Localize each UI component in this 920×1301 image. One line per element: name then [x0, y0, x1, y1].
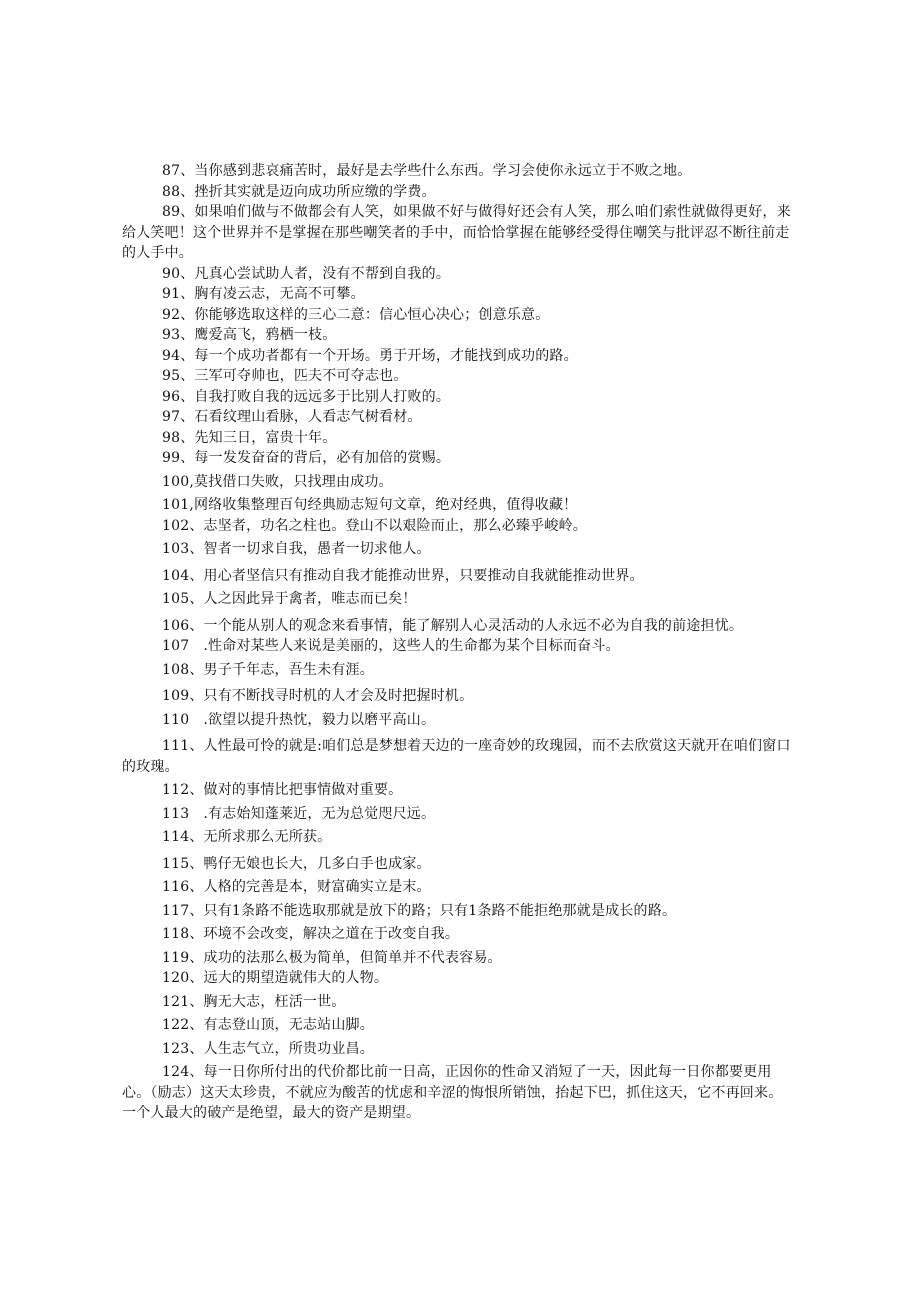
item-text: 只有不断找寻时机的人才会及时把握时机。	[203, 688, 474, 704]
item-number: 88、	[162, 183, 195, 200]
list-item	[122, 804, 794, 825]
list-item	[122, 854, 794, 875]
list-item	[122, 736, 794, 777]
item-text: 志坚者，功名之柱也。登山不以艰险而止，那么必臻乎峻岭。	[203, 517, 587, 534]
list-item	[122, 495, 794, 516]
list-item	[122, 924, 794, 945]
item-text: 胸有凌云志，无高不可攀。	[194, 286, 365, 302]
item-text: 每一日你所付出的代价都比前一日高，正因你的性命又消短了一天，因此每一日你都要更用心。（励志）这天太珍贵，不就应为酸苦的忧虑和辛涩的悔恨所销蚀，抬起下巴，抓住这天，它不再回来。一个人最大的破产是绝望，最大的资产是期望。	[122, 1064, 783, 1121]
item-text: 男子千年志，吾生未有涯。	[203, 661, 374, 678]
item-number: 106、	[162, 617, 204, 634]
item-number: 98、	[162, 429, 195, 446]
item-text: 鸭仔无娘也长大，几多白手也成家。	[203, 855, 431, 872]
item-number: 111、	[162, 738, 204, 754]
list-item	[122, 660, 794, 681]
list-item	[122, 992, 794, 1013]
item-text: 智者一切求自我，愚者一切求他人。	[203, 541, 431, 557]
item-number: 100,	[162, 473, 194, 490]
item-number: 123、	[162, 1040, 204, 1057]
item-text: 如果咱们做与不做都会有人笑，如果做不好与做得好还会有人笑，那么咱们索性就做得更好，来给人笑吧！这个世界并不是掌握在那些嘲笑者的手中，而恰恰掌握在能够经受得住嘲笑与批评忍不断往前走的人手中。	[122, 204, 791, 261]
item-number: 87、	[162, 163, 195, 179]
item-number: 118、	[162, 926, 204, 942]
item-number: 119、	[162, 949, 204, 966]
item-number: 101,	[162, 497, 194, 513]
list-item	[122, 407, 794, 428]
item-number: 94、	[162, 347, 195, 364]
item-text: 胸无大志，枉活一世。	[203, 993, 346, 1010]
item-text: 莫找借口失败，只找理由成功。	[193, 473, 393, 490]
item-number: 93、	[162, 327, 195, 343]
item-text: 用心者坚信只有推动自我才能推动世界，只要推动自我就能推动世界。	[203, 567, 644, 584]
item-text: 一个能从别人的观念来看事情，能了解别人心灵活动的人永远不必为自我的前途担忧。	[203, 617, 744, 634]
list-item	[122, 516, 794, 537]
item-number: 92、	[162, 306, 195, 323]
item-text: 做对的事情比把事情做对重要。	[203, 782, 403, 798]
item-text: .有志始知蓬莱近，无为总觉咫尺远。	[203, 805, 436, 822]
item-text: 成功的法那么极为简单，但简单并不代表容易。	[203, 949, 502, 966]
list-item	[122, 428, 794, 449]
item-number: 89、	[162, 204, 195, 220]
list-item	[122, 305, 794, 326]
list-item	[122, 387, 794, 408]
item-number: 95、	[162, 368, 195, 384]
item-number: 90、	[162, 265, 195, 282]
item-text: 当你感到悲哀痛苦时，最好是去学些什么东西。学习会使你永远立于不败之地。	[194, 163, 692, 179]
item-number: 103、	[162, 541, 204, 557]
list-item	[122, 636, 794, 657]
item-number: 99、	[162, 450, 195, 466]
item-text: 三军可夺帅也，匹夫不可夺志也。	[194, 368, 408, 384]
list-item	[122, 472, 794, 493]
item-number: 124、	[162, 1064, 204, 1080]
list-item	[122, 901, 794, 922]
item-text: 只有1条路不能选取那就是放下的路；只有1条路不能拒绝那就是成长的路。	[203, 902, 677, 919]
list-item	[122, 686, 794, 707]
list-item	[122, 182, 794, 203]
item-text: 环境不会改变，解决之道在于改变自我。	[203, 926, 460, 942]
list-item	[122, 616, 794, 637]
quote-list	[122, 161, 794, 1124]
list-item	[122, 948, 794, 969]
item-number: 112、	[162, 782, 204, 798]
list-item	[122, 877, 794, 898]
item-number: 97、	[162, 409, 195, 425]
list-item	[122, 968, 794, 989]
list-item	[122, 202, 794, 264]
item-number: 91、	[162, 286, 195, 302]
item-text: 凡真心尝试助人者，没有不帮到自我的。	[194, 265, 451, 282]
item-text: 远大的期望造就伟大的人物。	[203, 970, 389, 986]
list-item	[122, 539, 794, 560]
list-item	[122, 366, 794, 387]
item-text: 每一个成功者都有一个开场。勇于开场，才能找到成功的路。	[194, 347, 578, 364]
item-number: 105、	[162, 591, 204, 607]
item-text: 人生志气立，所贵功业昌。	[203, 1040, 374, 1057]
item-text: 石看纹理山看脉，人看志气树看材。	[194, 409, 422, 425]
item-number: 108、	[162, 661, 204, 678]
item-number: 102、	[162, 517, 204, 534]
item-number: 109、	[162, 688, 204, 704]
item-text: .欲望以提升热忱，毅力以磨平高山。	[203, 711, 436, 728]
item-number: 116、	[162, 879, 204, 895]
item-text: 人之因此异于禽者，唯志而已矣！	[203, 591, 417, 607]
item-text: 挫折其实就是迈向成功所应缴的学费。	[194, 183, 436, 200]
item-text: 你能够选取这样的三心二意：信心恒心决心；创意乐意。	[194, 306, 550, 323]
item-number: 120、	[162, 970, 204, 986]
list-item	[122, 1039, 794, 1060]
list-item	[122, 346, 794, 367]
item-text: 无所求那么无所获。	[203, 829, 332, 845]
list-item	[122, 780, 794, 801]
item-number: 104、	[162, 567, 204, 584]
list-item	[122, 325, 794, 346]
list-item	[122, 1062, 794, 1124]
list-item	[122, 264, 794, 285]
item-text: 先知三日，富贵十年。	[194, 429, 337, 446]
list-item	[122, 448, 794, 469]
list-item	[122, 827, 794, 848]
item-text: 自我打败自我的远远多于比别人打败的。	[194, 388, 451, 405]
item-number: 113	[162, 805, 190, 822]
item-number: 110	[162, 711, 190, 728]
item-text: 人性最可怜的就是:咱们总是梦想着天边的一座奇妙的玫瑰园，而不去欣赏这天就开在咱们窗口的玫瑰。	[122, 738, 791, 775]
item-text: .性命对某些人来说是美丽的，这些人的生命都为某个目标而奋斗。	[203, 638, 620, 654]
item-number: 122、	[162, 1017, 204, 1033]
item-number: 121、	[162, 993, 204, 1010]
item-text: 每一发发奋奋的背后，必有加倍的赏赐。	[194, 450, 451, 466]
list-item	[122, 566, 794, 587]
item-number: 96、	[162, 388, 195, 405]
item-text: 鹰爱高飞，鸦栖一枝。	[194, 327, 337, 343]
item-number: 107	[162, 638, 190, 654]
list-item	[122, 1015, 794, 1036]
list-item	[122, 589, 794, 610]
list-item	[122, 161, 794, 182]
list-item	[122, 284, 794, 305]
list-item	[122, 710, 794, 731]
item-text: 网络收集整理百句经典励志短句文章，绝对经典，值得收藏！	[193, 497, 578, 513]
item-text: 人格的完善是本，财富确实立是末。	[203, 879, 431, 895]
item-number: 117、	[162, 902, 204, 919]
item-text: 有志登山顶，无志站山脚。	[203, 1017, 374, 1033]
item-number: 114、	[162, 829, 204, 845]
item-number: 115、	[162, 855, 204, 872]
